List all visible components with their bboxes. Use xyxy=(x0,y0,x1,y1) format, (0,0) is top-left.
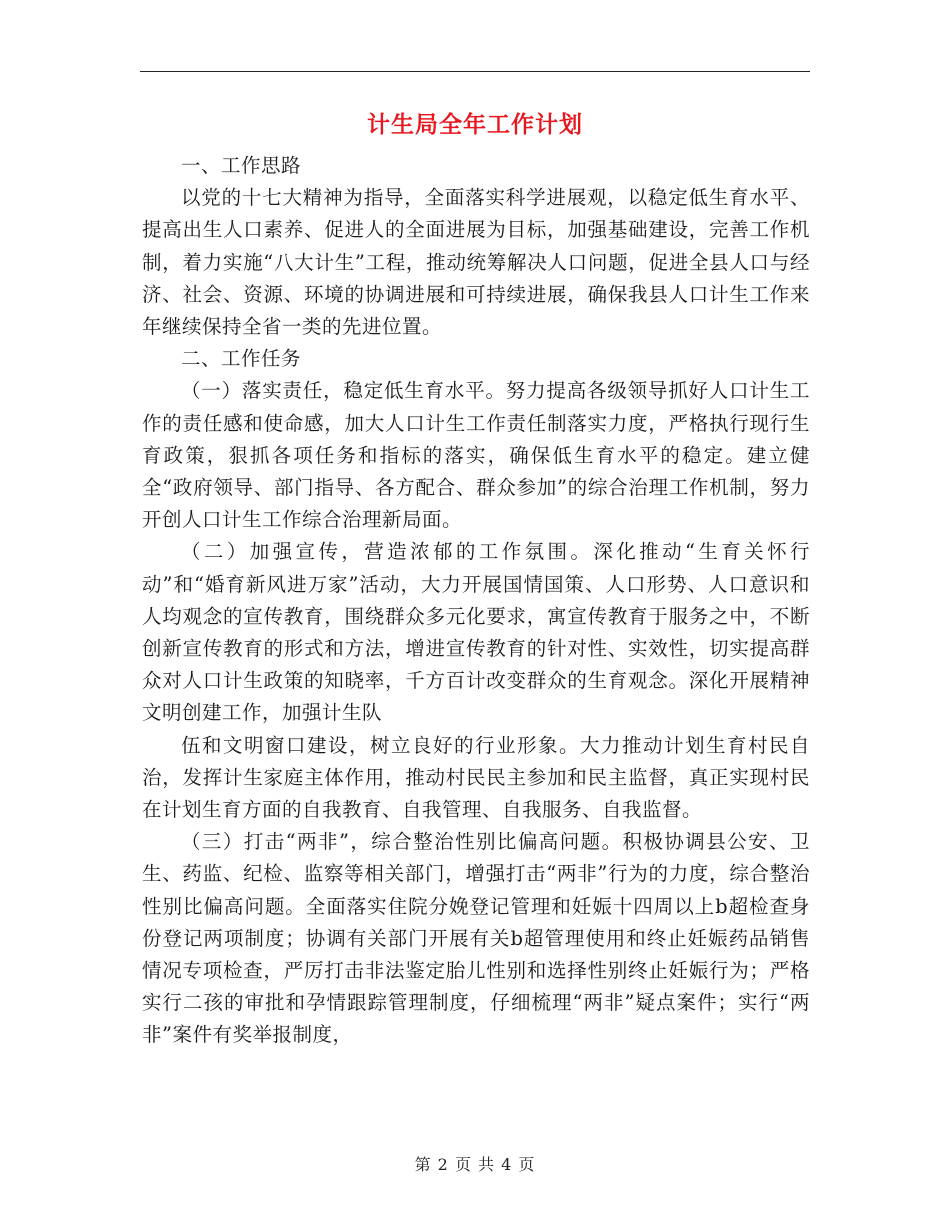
paragraph-task-3: （三）打击“两非”，综合整治性别比偏高问题。积极协调县公安、卫生、药监、纪检、监察等相关部门，增强打击“两非”行为的力度，综合整治性别比偏高问题。全面落实住院分娩登记管理和妊娠十四周以上b超检查身份登记两项制度；协调有关部门开展有关b超管理使用和终止妊娠药品销售情况专项检查，严厉打击非法鉴定胎儿性别和选择性别终止妊娠行为；严格实行二孩的审批和孕情跟踪管理制度，仔细梳理“两非”疑点案件；实行“两非”案件有奖举报制度， xyxy=(142,830,810,1047)
header-rule xyxy=(140,71,810,72)
paragraph-task-2-continued: 伍和文明窗口建设，树立良好的行业形象。大力推动计划生育村民自治，发挥计生家庭主体作用，推动村民民主参加和民主监督，真正实现村民在计划生育方面的自我教育、自我管理、自我服务、自我监督。 xyxy=(142,733,810,822)
document-body xyxy=(142,150,810,1052)
paragraph-guiding-principle: 以党的十七大精神为指导，全面落实科学进展观，以稳定低生育水平、提高出生人口素养、促进人的全面进展为目标，加强基础建设，完善工作机制，着力实施“八大计生”工程，推动统筹解决人口问题，促进全县人口与经济、社会、资源、环境的协调进展和可持续进展，确保我县人口计生工作来年继续保持全省一类的先进位置。 xyxy=(142,186,810,339)
document-title: 计生局全年工作计划 xyxy=(367,111,583,138)
page-number: 第 2 页 共 4 页 xyxy=(414,1155,536,1174)
paragraph-task-1: （一）落实责任，稳定低生育水平。努力提高各级领导抓好人口计生工作的责任感和使命感，加大人口计生工作责任制落实力度，严格执行现行生育政策，狠抓各项任务和指标的落实，确保低生育水平的稳定。建立健全“政府领导、部门指导、各方配合、群众参加”的综合治理工作机制，努力开创人口计生工作综合治理新局面。 xyxy=(142,379,810,532)
section-heading-work-approach: 一、工作思路 xyxy=(181,154,302,177)
section-heading-work-tasks: 二、工作任务 xyxy=(181,347,302,371)
paragraph-task-2: （二）加强宣传，营造浓郁的工作氛围。深化推动“生育关怀行动”和“婚育新风进万家”活动，大力开展国情国策、人口形势、人口意识和人均观念的宣传教育，围绕群众多元化要求，寓宣传教育于服务之中，不断创新宣传教育的形式和方法，增进宣传教育的针对性、实效性，切实提高群众对人口计生政策的知晓率，千方百计改变群众的生育观念。深化开展精神文明创建工作，加强计生队 xyxy=(142,540,810,725)
